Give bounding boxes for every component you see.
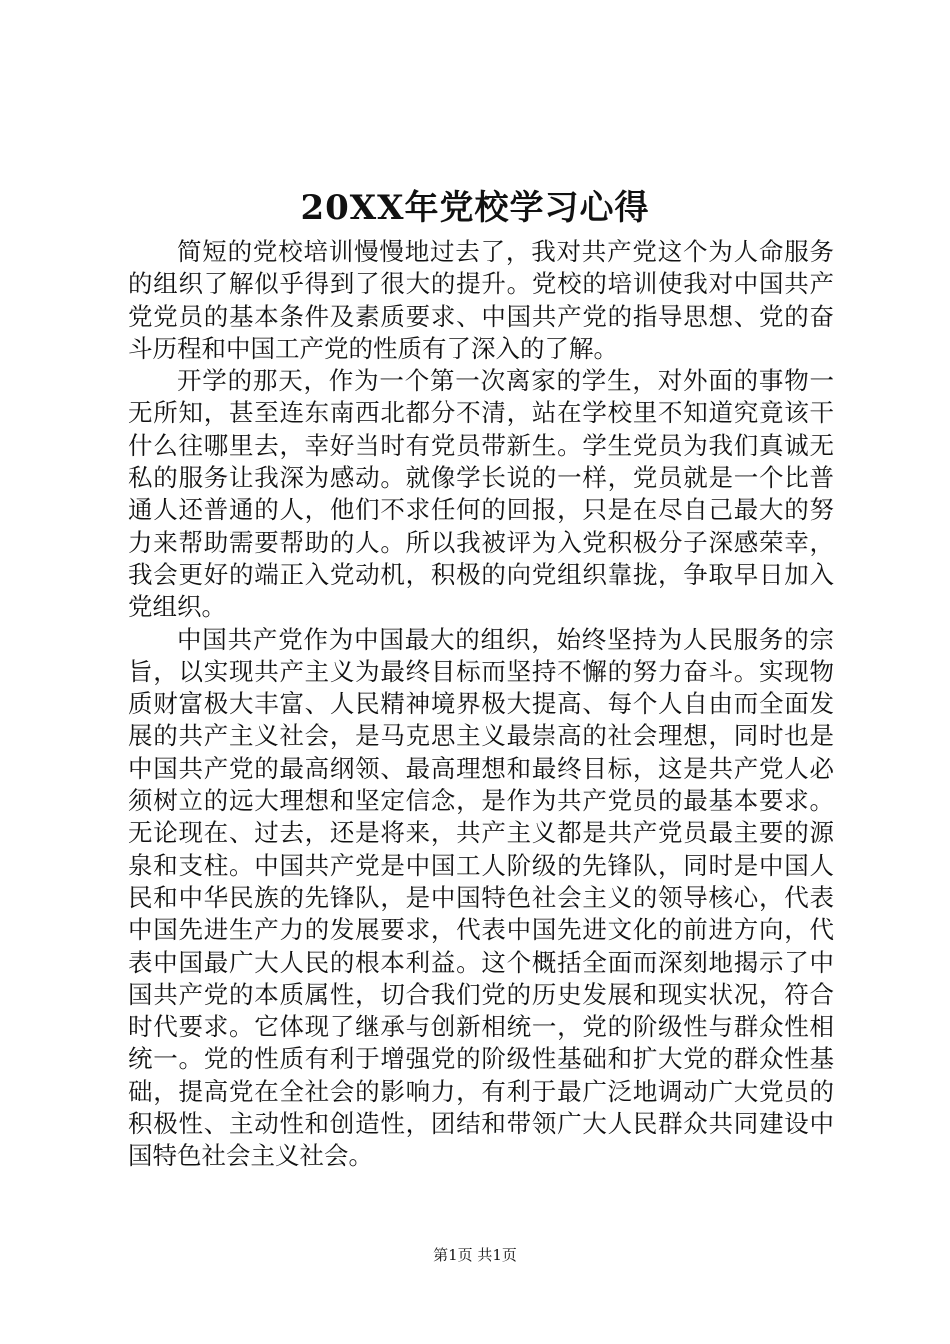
document-title: 20XX年党校学习心得 [300,188,650,228]
paragraph-1: 简短的党校培训慢慢地过去了，我对共产党这个为人命服务的组织了解似乎得到了很大的提升。党校的培训使我对中国共产党党员的基本条件及素质要求、中国共产党的指导思想、党的奋斗历程和中国工产党的性质有了深入的了解。 [128,237,834,363]
paragraph-2: 开学的那天，作为一个第一次离家的学生，对外面的事物一无所知，甚至连东南西北都分不清，站在学校里不知道究竟该干什么往哪里去，幸好当时有党员带新生。学生党员为我们真诚无私的服务让我深为感动。就像学长说的一样，党员就是一个比普通人还普通的人，他们不求任何的回报，只是在尽自己最大的努力来帮助需要帮助的人。所以我被评为入党积极分子深感荣幸，我会更好的端正入党动机，积极的向党组织靠拢，争取早日加入党组织。 [128,366,834,622]
page-footer: 第1页 共1页 [433,1246,517,1264]
document-body [128,236,834,1173]
paragraph-3: 中国共产党作为中国最大的组织，始终坚持为人民服务的宗旨，以实现共产主义为最终目标而坚持不懈的努力奋斗。实现物质财富极大丰富、人民精神境界极大提高、每个人自由而全面发展的共产主义社会，是马克思主义最崇高的社会理想，同时也是中国共产党的最高纲领、最高理想和最终目标，这是共产党人必须树立的远大理想和坚定信念，是作为共产党员的最基本要求。无论现在、过去，还是将来，共产主义都是共产党员最主要的源泉和支柱。中国共产党是中国工人阶级的先锋队，同时是中国人民和中华民族的先锋队，是中国特色社会主义的领导核心，代表中国先进生产力的发展要求，代表中国先进文化的前进方向，代表中国最广大人民的根本利益。这个概括全面而深刻地揭示了中国共产党的本质属性，切合我们党的历史发展和现实状况，符合时代要求。它体现了继承与创新相统一，党的阶级性与群众性相统一。党的性质有利于增强党的阶级性基础和扩大党的群众性基础，提高党在全社会的影响力，有利于最广泛地调动广大党员的积极性、主动性和创造性，团结和带领广大人民群众共同建设中国特色社会主义社会。 [128,624,834,1171]
